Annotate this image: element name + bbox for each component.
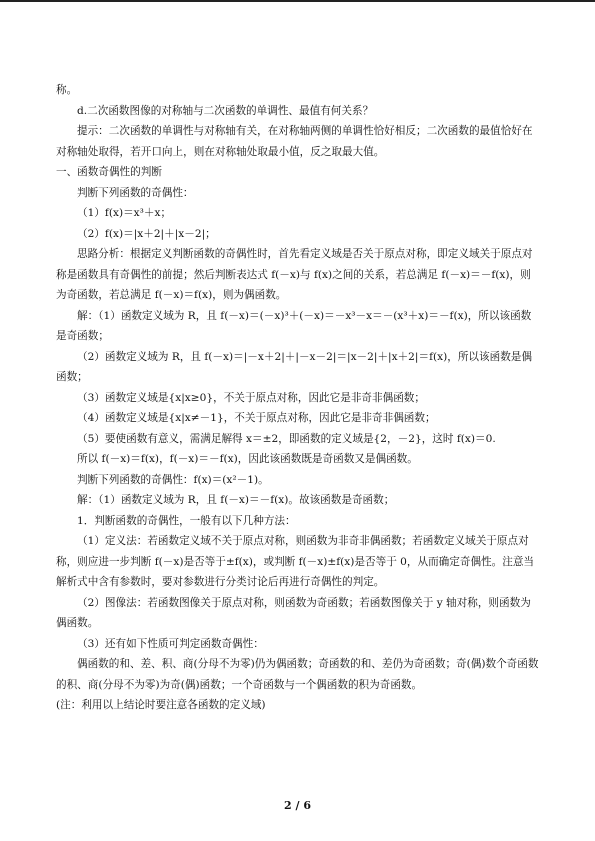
solution-5: （5）要使函数有意义，需满足解得 x＝±2，即函数的定义域是{2，－2}，这时 f(x)＝0. xyxy=(77,432,496,445)
page-number: 2 / 6 xyxy=(284,799,311,812)
method-definition: （1）定义法：若函数定义域不关于原点对称，则函数为非奇非偶函数；若函数定义域关于原点对称，则应进一步判断 f(－x)是否等于±f(x)，或判断 f(－x)±f(x)是否等于 0，从而确定奇偶性。注意当解析式中含有参数时，要对参数进行分类讨论后再进行奇偶性的判定。 xyxy=(56,535,535,588)
exercise-item-1: （1）f(x)＝x³＋x； xyxy=(77,207,172,219)
text-line: 称。 xyxy=(56,84,78,96)
header-rule xyxy=(0,0,595,2)
method-graph: （2）图像法：若函数图像关于原点对称，则函数为奇函数；若函数图像关于 y 轴对称，则函数为偶函数。 xyxy=(56,596,531,629)
question-d: d.二次函数图像的对称轴与二次函数的单调性、最值有何关系？ xyxy=(77,104,374,117)
solution-1: 解：（1）函数定义域为 R，且 f(－x)＝(－x)³＋(－x)＝－x³－x＝－(x³＋x)＝－f(x)，所以该函数是奇函数； xyxy=(56,309,532,342)
exercise-prompt-2: 判断下列函数的奇偶性：f(x)＝(x²－1)。 xyxy=(77,473,269,486)
analysis-paragraph: 思路分析：根据定义判断函数的奇偶性时，首先看定义域是否关于原点对称，即定义域关于原点对称是函数具有奇偶性的前提；然后判断表达式 f(－x)与 f(x)之间的关系，若总满足 f(－x)＝－f(x)，则为奇函数，若总满足 f(－x)＝f(x)，则为偶函数。 xyxy=(56,248,533,301)
exercise-item-2: （2）f(x)＝|x＋2|＋|x－2|； xyxy=(77,227,216,240)
solution-5-conclusion: 所以 f(－x)＝f(x)，f(－x)＝－f(x)，因此该函数既是奇函数又是偶函数。 xyxy=(77,453,418,465)
section-heading: 一、函数奇偶性的判断 xyxy=(56,166,162,178)
hint-paragraph: 提示：二次函数的单调性与对称轴有关，在对称轴两侧的单调性恰好相反；二次函数的最值恰好在对称轴处取得，若开口向上，则在对称轴处取最小值，反之取最大值。 xyxy=(56,125,533,158)
properties-paragraph: 偶函数的和、差、积、商(分母不为零)仍为偶函数；奇函数的和、差仍为奇函数；奇(偶)数个奇函数的积、商(分母不为零)为奇(偶)函数；一个奇函数与一个偶函数的积为奇函数。 xyxy=(56,658,539,691)
solution-6: 解：（1）函数定义域为 R，且 f(－x)＝－f(x)。故该函数是奇函数； xyxy=(77,494,395,506)
method-properties: （3）还有如下性质可判定函数奇偶性： xyxy=(77,637,264,650)
note-line: (注：利用以上结论时要注意各函数的定义域) xyxy=(56,699,266,711)
document-body xyxy=(56,80,541,716)
methods-heading: 1．判断函数的奇偶性，一般有以下几种方法： xyxy=(77,514,296,527)
solution-4: （4）函数定义域是{x|x≠－1}，不关于原点对称，因此它是非奇非偶函数； xyxy=(77,412,436,424)
solution-3: （3）函数定义域是{x|x≥0}，不关于原点对称，因此它是非奇非偶函数； xyxy=(77,391,425,404)
solution-2: （2）函数定义域为 R，且 f(－x)＝|－x＋2|＋|－x－2|＝|x－2|＋|x＋2|＝f(x)，所以该函数是偶函数； xyxy=(56,350,532,383)
exercise-prompt: 判断下列函数的奇偶性： xyxy=(77,186,194,199)
